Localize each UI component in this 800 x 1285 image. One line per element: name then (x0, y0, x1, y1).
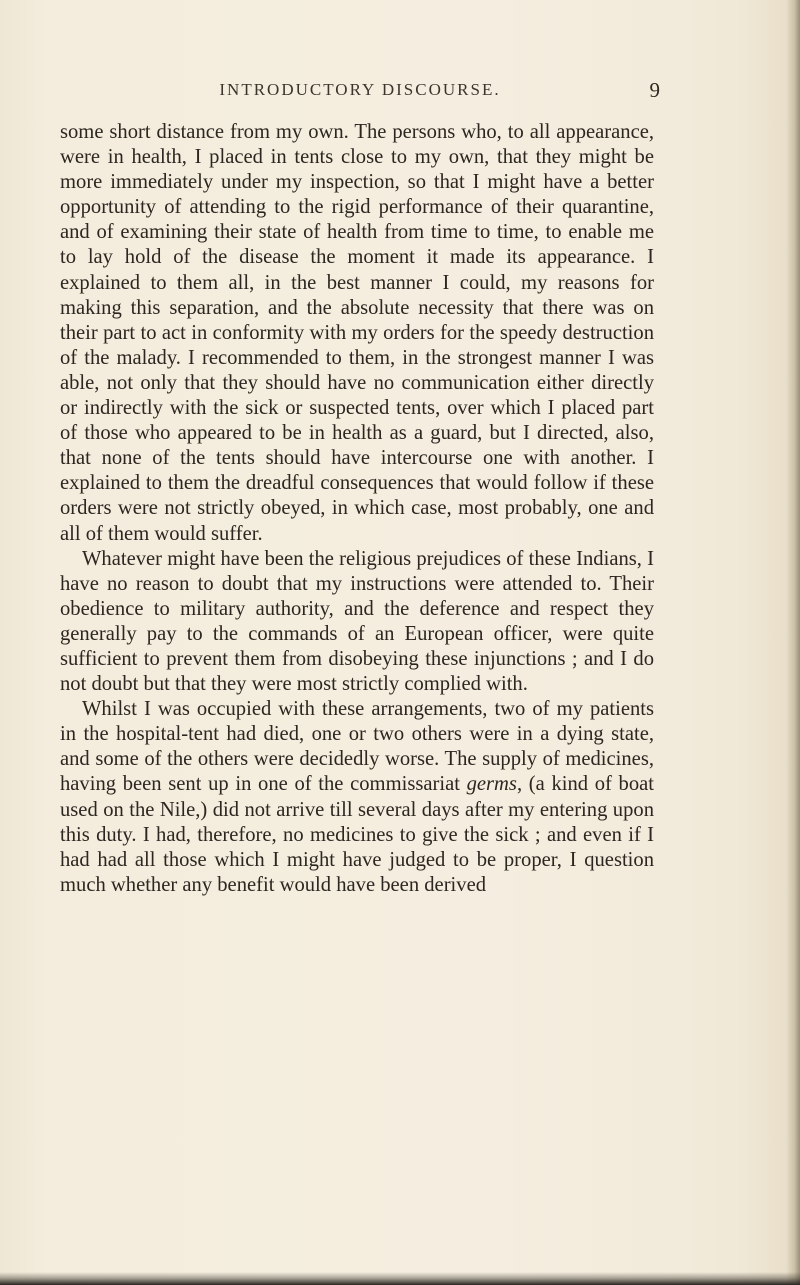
body-text (60, 120, 654, 898)
bottom-edge-shadow (0, 1272, 800, 1285)
paragraph-3 (60, 697, 654, 898)
running-head (60, 80, 660, 106)
page-gutter-shadow (786, 0, 800, 1285)
paragraph-3-text-start: Whilst I was occupied with these arrangements, two of my patients in the hospital-tent had died, one or two others were in a dying state, and some of the others were decidedly worse. The supply of medicines, having been sent up in one of the commissariat (60, 698, 654, 796)
page-number: 9 (649, 78, 660, 102)
italic-term: germs (466, 773, 517, 796)
paragraph-3-text-end: , (a kind of boat used on the Nile,) did not arrive till several days after my entering upon this duty. I had, therefore, no medicines to give the sick ; and even if I had had all those which I might have judged to be proper, I question much whether any benefit would have been derived (60, 773, 655, 896)
paragraph-2: Whatever might have been the religious prejudices of these Indians, I have no reason to doubt that my instructions were attended to. Their obedience to military authority, and the deference and respect they generally pay to the commands of an European officer, were quite sufficient to prevent them from disobeying these injunctions ; and I do not doubt but that they were most strictly complied with. (60, 547, 654, 696)
running-title: INTRODUCTORY DISCOURSE. (219, 80, 501, 99)
paragraph-1: some short distance from my own. The persons who, to all appearance, were in health, I placed in tents close to my own, that they might be more immediately under my inspection, so that I might have a better opportunity of attending to the rigid performance of their quarantine, and of examining their state of health from time to time, to enable me to lay hold of the disease the moment it made its appearance. I explained to them all, in the best manner I could, my reasons for making this separation, and the absolute necessity that there was on their part to act in conformity with my orders for the speedy destruction of the malady. I recommended to them, in the strongest manner I was able, not only that they should have no communication either directly or indirectly with the sick or suspected tents, over which I placed part of those who appeared to be in health as a guard, but I directed, also, that none of the tents should have intercourse one with another. I explained to them the dreadful consequences that would follow if these orders were not strictly obeyed, in which case, most probably, one and all of them would suffer. (60, 121, 654, 545)
